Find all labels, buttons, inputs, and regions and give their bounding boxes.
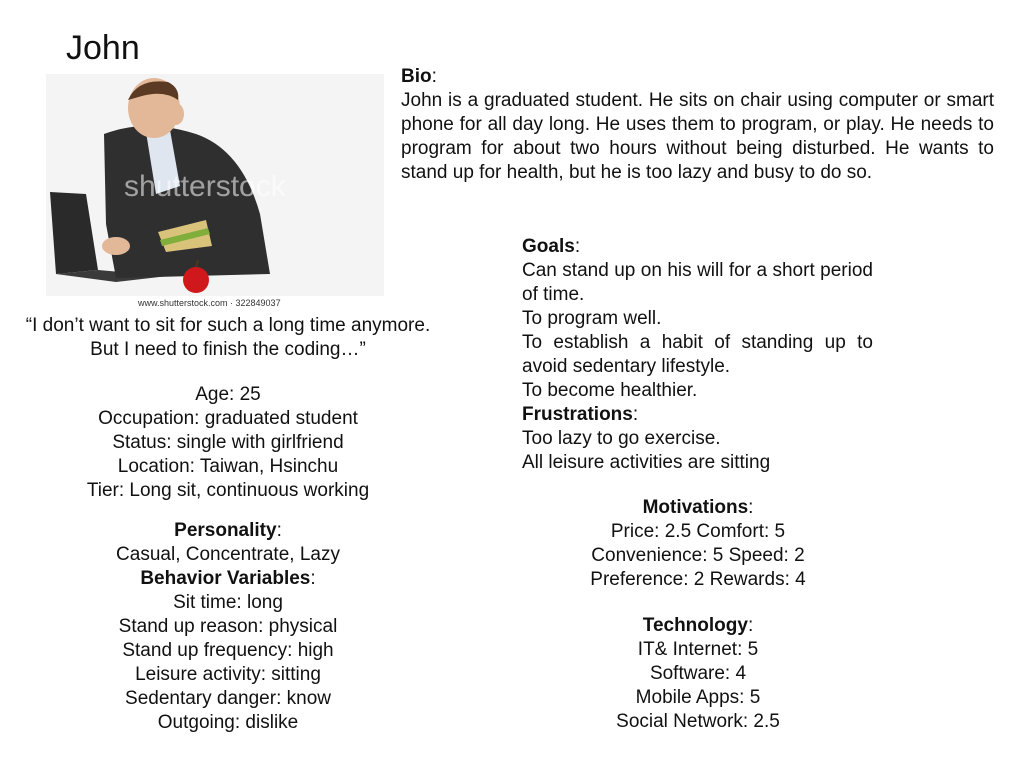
bio-text: John is a graduated student. He sits on chair using computer or smart phone for all day long. He uses them to program, or play. He needs to program for about two hours without being disturbed. He wants to stand up for health, but he is too lazy and busy to do so. bbox=[401, 90, 994, 183]
behavior-item: Sedentary danger: know bbox=[125, 688, 331, 709]
persona-name: John bbox=[66, 29, 140, 67]
photo-watermark: shutterstock bbox=[124, 170, 286, 203]
technology-line: Mobile Apps: 5 bbox=[635, 687, 761, 708]
stat-tier: Tier: Long sit, continuous working bbox=[86, 480, 370, 501]
stat-occupation: Occupation: graduated student bbox=[98, 408, 358, 429]
frustrations-section bbox=[522, 403, 873, 475]
frustrations-heading: Frustrations bbox=[522, 404, 633, 425]
behavior-heading: Behavior Variables bbox=[140, 568, 311, 589]
behavior-item: Leisure activity: sitting bbox=[135, 664, 321, 685]
frustrations-heading-line: Frustrations: bbox=[522, 404, 639, 425]
personality-heading: Personality bbox=[174, 520, 277, 541]
personality-values: Casual, Concentrate, Lazy bbox=[116, 544, 340, 565]
apple bbox=[183, 267, 209, 293]
motivations-section bbox=[540, 496, 856, 592]
technology-section bbox=[540, 614, 856, 734]
goals-heading-line: Goals: bbox=[522, 236, 581, 257]
goal-item: To establish a habit of standing up to avoid sedentary lifestyle. bbox=[522, 332, 873, 377]
stat-age: Age: 25 bbox=[195, 384, 261, 405]
motivations-heading-line: Motivations: bbox=[642, 497, 754, 518]
technology-line: Social Network: 2.5 bbox=[616, 711, 780, 732]
bio-heading-line: Bio: bbox=[401, 66, 437, 87]
persona-stats bbox=[0, 383, 456, 503]
behavior-item: Outgoing: dislike bbox=[157, 712, 299, 733]
technology-line: IT& Internet: 5 bbox=[637, 639, 759, 660]
persona-photo bbox=[46, 74, 384, 310]
goals-section bbox=[522, 235, 873, 403]
personality-heading-line: Personality: bbox=[174, 520, 282, 541]
goal-item: To become healthier. bbox=[522, 380, 698, 401]
motivation-line: Price: 2.5 Comfort: 5 bbox=[610, 521, 786, 542]
behavior-item: Sit time: long bbox=[173, 592, 283, 613]
behavior-item: Stand up reason: physical bbox=[118, 616, 338, 637]
technology-line: Software: 4 bbox=[649, 663, 747, 684]
behavior-heading-line: Behavior Variables: bbox=[140, 568, 316, 589]
technology-heading: Technology bbox=[642, 615, 748, 636]
bio-heading: Bio bbox=[401, 66, 432, 87]
personality-behavior-section bbox=[0, 519, 456, 735]
persona-quote bbox=[0, 314, 456, 362]
stat-location: Location: Taiwan, Hsinchu bbox=[117, 456, 339, 477]
quote-line: “I don’t want to sit for such a long time anymore. bbox=[25, 315, 431, 336]
goal-item: To program well. bbox=[522, 308, 662, 329]
frustration-item: Too lazy to go exercise. bbox=[522, 428, 721, 449]
frustration-item: All leisure activities are sitting bbox=[522, 452, 771, 473]
goal-item: Can stand up on his will for a short period of time. bbox=[522, 260, 873, 305]
behavior-item: Stand up frequency: high bbox=[122, 640, 334, 661]
photo-caption: www.shutterstock.com · 322849037 bbox=[138, 298, 281, 308]
motivations-heading: Motivations bbox=[642, 497, 749, 518]
technology-heading-line: Technology: bbox=[642, 615, 754, 636]
quote-line: But I need to finish the coding…” bbox=[90, 339, 366, 360]
goals-heading: Goals bbox=[522, 236, 575, 257]
motivation-line: Convenience: 5 Speed: 2 bbox=[591, 545, 805, 566]
motivation-line: Preference: 2 Rewards: 4 bbox=[590, 569, 806, 590]
stat-status: Status: single with girlfriend bbox=[112, 432, 344, 453]
bio-section bbox=[401, 65, 994, 185]
